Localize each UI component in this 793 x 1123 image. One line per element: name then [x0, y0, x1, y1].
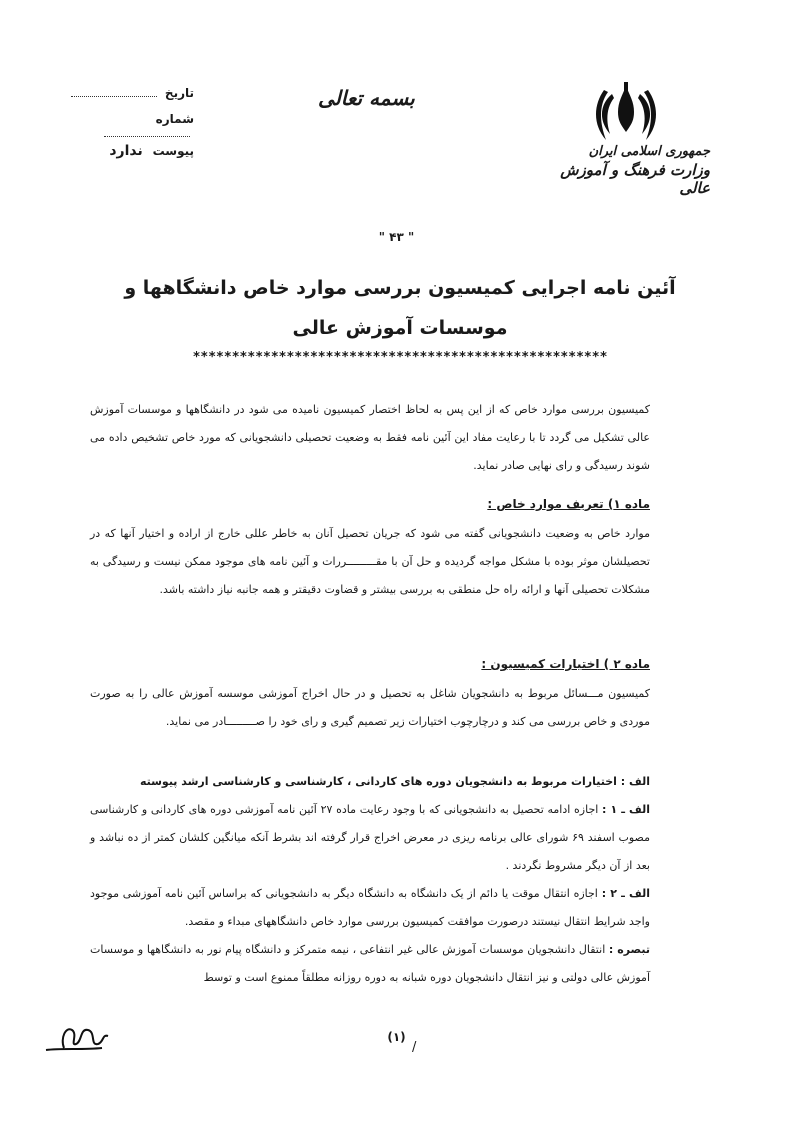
attachment-label: پیوست [152, 144, 194, 158]
section-a1-label: الف ـ ۱ : [602, 803, 651, 816]
article2-paragraph [90, 680, 650, 736]
title-line2: موسسات آموزش عالی [292, 317, 508, 339]
section-a1-text: اجازه ادامه تحصیل به دانشجویانی که با وجود رعایت ماده ۲۷ آئین نامه آموزشی دوره های کاردانی و کارشناسی مصوب اسفند ۶۹ شورای عالی برنامه ریزی در معرض اخراج قرار گرفته اند بشرط آنکه میانگین کلشان کمتر از ده نباشد و بعد از آن دیگر مشروط نگردند . [90, 803, 650, 872]
number-field [64, 112, 194, 140]
section-a2-text: اجازه انتقال موقت یا دائم از یک دانشگاه به دانشگاه دیگر به دانشجویانی که براساس آئین نامه آموزشی موجود واجد شرایط انتقال نیستند درصورت موافقت کمیسیون بررسی موارد خاص دانشگاههای مبداء و مقصد. [90, 887, 650, 928]
ministry-line1: جمهوری اسلامی ایران [588, 144, 710, 159]
section-a2 [90, 880, 650, 936]
section-a1 [90, 796, 650, 880]
article2-text: کمیسیون مـــسائل مربوط به دانشجویان شاغل به تحصیل و در حال اخراج آموزشی موسسه آموزش عالی را به صورت موردی و خاص بررسی می کند و درچارچوب اختیارات زیر تصمیم گیری و رای خود را صـــــــــادر می نماید. [90, 687, 650, 728]
section-a-note-text: انتقال دانشجویان موسسات آموزش عالی غیر انتفاعی ، نیمه متمرکز و دانشگاه پیام نور به دانشگاهها و موسسات آموزش عالی دولتی و نیز انتقال دانشجویان دوره شبانه به دوره روزانه مطلقاً ممنوع است و توسط [90, 943, 650, 984]
date-dots [71, 96, 157, 97]
section-a [90, 768, 650, 992]
emblem-icon [592, 82, 660, 144]
section-a-note [90, 936, 650, 992]
attachment-field [64, 143, 194, 159]
page-number: (۱) [387, 1030, 406, 1044]
document-title [120, 268, 680, 348]
article2-heading: ماده ۲ ) اختیارات کمیسیون : [481, 657, 650, 671]
date-field [64, 86, 194, 100]
article1-paragraph [90, 520, 650, 604]
number-label: شماره [155, 112, 194, 126]
attachment-value: ﻧﺪﺍﺭﺩ [109, 143, 143, 159]
date-label: تاریخ [164, 86, 194, 100]
title-line1: آئین نامه اجرایی کمیسیون بررسی موارد خاص دانشگاهها و [124, 277, 676, 299]
article1-heading-wrap [90, 490, 650, 519]
star-separator: ***************************************************** [192, 350, 608, 365]
section-a-note-label: تبصره : [608, 943, 650, 956]
intro-text: کمیسیون بررسی موارد خاص که از این پس به لحاظ اختصار کمیسیون نامیده می شود در دانشگاهها و موسسات آموزش عالی تشکیل می گردد تا با رعایت مفاد این آئین نامه فقط به وضعیت تحصیلی دانشجویانی که مورد خاص تشخیص داده می شوند رسیدگی و رای نهایی صادر نماید. [90, 403, 650, 472]
page-mark: / [412, 1040, 417, 1055]
ministry-header [540, 144, 710, 197]
section-a-heading: الف : اختیارات مربوط به دانشجویان دوره های کاردانی ، کارشناسی و کارشناسی ارشد پیوسته [139, 775, 650, 788]
intro-paragraph [90, 396, 650, 480]
article1-heading: ماده ۱) تعریف موارد خاص : [487, 497, 650, 511]
basmala: بسمه تعالی [318, 86, 415, 110]
ministry-line2: وزارت فرهنگ و آموزش عالی [560, 161, 710, 197]
article2-heading-wrap [90, 650, 650, 679]
section-a2-label: الف ـ ۲ : [601, 887, 651, 900]
number-dots [104, 136, 190, 137]
article1-text: موارد خاص به وضعیت دانشجویانی گفته می شود که جریان تحصیل آنان به خاطر عللی خارج از اراده و اختیار آنها که در تحصیلشان موثر بوده با مشکل مواجه گردیده و حل آن با مقـــــــــررات و آئین نامه های موجود ممکن نیست و رسیدگی به مشکلات تحصیلی آنها و ارائه راه حل منطقی به بررسی بیشتر و قضاوت دقیقتر و همه جانبه نیاز داشته باشد. [90, 527, 650, 596]
document-number: " ۴۳ " [378, 230, 415, 244]
